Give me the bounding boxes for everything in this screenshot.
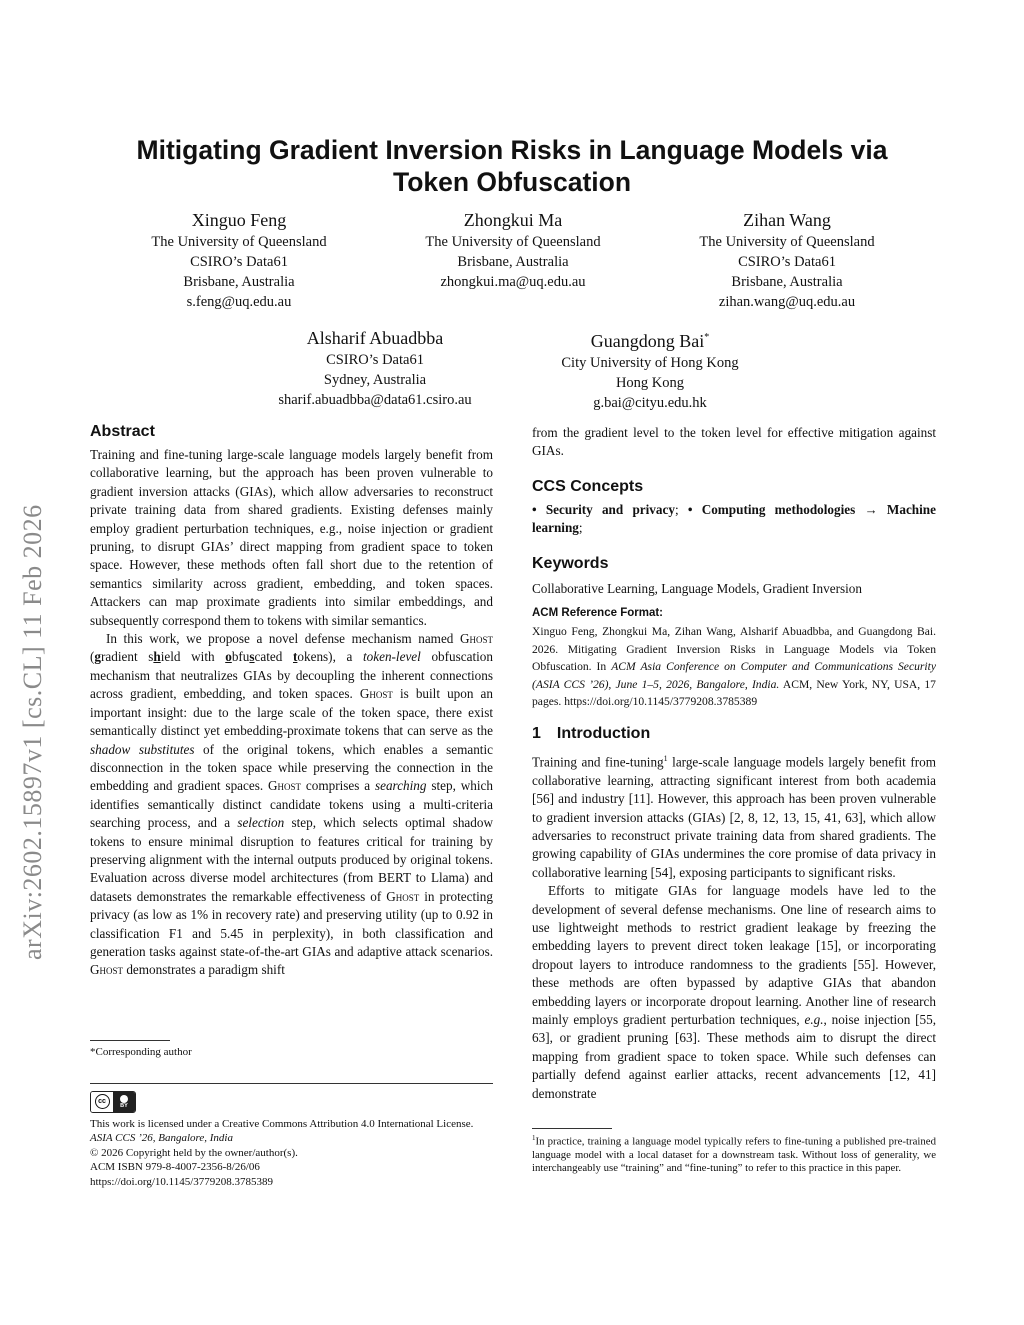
arxiv-stamp: arXiv:2602.15897v1 [cs.CL] 11 Feb 2026 [18,504,47,960]
author-location: Sydney, Australia [323,372,427,388]
author-block-1 [104,208,374,312]
author-name: Zhongkui Ma [463,210,563,230]
author-affiliation: City University of Hong Kong [561,355,739,371]
keywords-text: Collaborative Learning, Language Models, Gradient Inversion [532,581,862,596]
doi-link[interactable]: https://doi.org/10.1145/3779208.3785389 [90,1175,274,1188]
footnote-mark[interactable]: 1 [663,754,668,763]
author-location: Hong Kong [615,375,685,391]
author-email[interactable]: zihan.wang@uq.edu.au [718,294,856,310]
author-name: Xinguo Feng [191,210,287,230]
author-email[interactable]: sharif.abuadbba@data61.csiro.au [278,392,472,408]
footnote-rule-right [532,1128,612,1129]
title-line-1: Mitigating Gradient Inversion Risks in Language Models via [136,135,888,165]
abstract-body [90,446,493,980]
ccs-item-1: • Security and privacy [532,502,675,517]
ccs-item-2: • Computing methodologies → Machine learning [532,502,936,536]
person-icon [120,1095,128,1103]
author-affiliation: CSIRO’s Data61 [738,254,836,270]
author-block-4 [240,326,510,410]
author-name: Guangdong Bai* [590,331,710,351]
author-email[interactable]: s.feng@uq.edu.au [186,294,292,310]
author-block-5 [515,326,785,413]
author-location: Brisbane, Australia [731,274,843,290]
intro-heading: 1 Introduction [532,725,651,742]
abstract-heading: Abstract [90,423,155,440]
footnote-1: $^1$In practice, training a language model typically refers to fine-tuning a published pre-trained language model with a local dataset for a downstream task. Without loss of generality, we interchangeably use “training” and “fine-tuning” to refer to this practice in this paper. [532,1134,936,1175]
cc-by-logo[interactable] [90,1090,136,1113]
author-affiliation: The University of Queensland [151,234,327,250]
intro-paragraph-2: Efforts to mitigate GIAs for language models have led to the development of several defense mechanisms. One line of research aims to use lightweight methods to restrict gradient leakage by freezing the embedding layers to prevent direct token leakage [15], or incorporating dropout layers to introduce randomness to the gradients [55]. However, these methods are often bypassed by adaptive GIAs that abandon embedding layers or incorporate dropout learning. Another line of research mainly employs gradient perturbation techniques, e.g., noise injection [55, 63], or gradient pruning [63]. These methods aim to disrupt the direct mapping from gradient space to token space. While such defenses can partially defend against earlier attacks, recent advancements [12, 41] demonstrate [532,883,936,1101]
venue-text: ASIA CCS ’26, Bangalore, India [90,1132,233,1145]
keywords-heading: Keywords [532,555,609,572]
license-text: This work is licensed under a Creative Commons Attribution 4.0 International License. [90,1118,474,1130]
author-email[interactable]: zhongkui.ma@uq.edu.au [440,274,586,290]
cc-icon: cc [95,1094,110,1109]
license-rule [90,1083,493,1084]
abstract-paragraph-1: Training and fine-tuning large-scale language models largely benefit from collaborative learning, but the approach has been proven vulnerable to gradient inversion attacks (GIAs), which allow adversaries to reconstruct private training data from shared gradients. Existing defenses mainly employ gradient perturbation techniques, e.g., noise injection or gradient pruning, to disrupt GIAs’ direct mapping from gradient space to token space. However, these methods often fall short due to the retention of semantics similarity across gradient, embedding, and token spaces. Attackers can map proximate gradients into similar embeddings, and subsequently correspond them to tokens with similar semantics. [90,447,493,628]
author-name: Zihan Wang [743,210,831,230]
footnote-rule [90,1040,170,1041]
author-block-3 [652,208,922,312]
title-line-2: Token Obfuscation [392,167,632,197]
copyright-text: © 2026 Copyright held by the owner/author(s). [90,1146,298,1159]
author-affiliation: CSIRO’s Data61 [190,254,288,270]
abstract-paragraph-2: In this work, we propose a novel defense mechanism named Ghost (gradient shield with obfuscated tokens), a token-level obfuscation mechanism that neutralizes GIAs by decoupling the inherent connections across gradient, embedding, and token spaces. Ghost is built upon an important insight: due to the large scale of the token space, there exist semantically distinct yet embedding-proximate tokens that can serve as the shadow substitutes of the original tokens, which enables a semantic disconnection in the token space while preserving the connection in the embedding and gradient spaces. Ghost comprises a searching step, which identifies semantically distinct candidate tokens using a multi-criteria searching process, and a selection step, which selects optimal shadow tokens to ensure minimal disruption to features critical for training by preserving alignment with the internal outputs produced by original tokens. Evaluation across diverse model architectures (from BERT to Llama) and datasets demonstrates the remarkable effectiveness of Ghost in protecting privacy (as low as 1% in recovery rate) and preserving utility (up to 0.92 in classification F1 and 5.45 in perplexity), in both classification and generation tasks against state-of-the-art GIAs and adaptive attack scenarios. Ghost demonstrates a paradigm shift [90,631,493,978]
author-block-2 [378,208,648,292]
author-name: Alsharif Abuadbba [306,328,444,348]
license-block [90,1117,510,1189]
corresponding-mark: * [704,332,710,343]
acm-ref-text: Xinguo Feng, Zhongkui Ma, Zihan Wang, Alsharif Abuadbba, and Guangdong Bai. 2026. Mitigating Gradient Inversion Risks in Language Models via Token Obfuscation. In ACM Asia Conference on Computer and Communications Security (ASIA CCS ’26), June 1–5, 2026, Bangalore, India. ACM, New York, NY, USA, 17 pages. https://doi.org/10.1145/3779208.3785389 [532,625,936,709]
ccs-concepts: • Security and privacy; • Computing methodologies → Machine learning; [532,502,936,536]
abstract-continuation [532,424,936,461]
intro-paragraph-1: Training and fine-tuning$^1$ large-scale language models largely benefit from collaborative learning, attracting significant interest from both academia [56] and industry [11]. However, this approach has been proven vulnerable to gradient inversion attacks (GIAs) [2, 8, 12, 13, 15, 41, 63], which allow adversaries to reconstruct private training data from shared gradients. The growing capability of GIAs undermines the core promise of data privacy in collaborative learning [54], exposing participants to significant risks. [532,754,936,880]
acm-ref-heading: ACM Reference Format: [532,607,663,619]
paper-title [60,134,964,198]
author-location: Brisbane, Australia [183,274,295,290]
author-affiliation: The University of Queensland [699,234,875,250]
intro-body [532,750,936,1103]
acm-ref-venue: ACM Asia Conference on Computer and Communications Security (ASIA CCS ’26), June 1–5, 2026, Bangalore, India. [532,660,936,691]
corresponding-footnote: *Corresponding author [90,1046,192,1058]
ccs-heading: CCS Concepts [532,478,644,495]
author-affiliation: The University of Queensland [425,234,601,250]
by-label: BY [120,1102,128,1109]
author-location: Brisbane, Australia [457,254,569,270]
author-email[interactable]: g.bai@cityu.edu.hk [593,395,707,411]
abstract-continuation-text: from the gradient level to the token level for effective mitigation against GIAs. [532,425,936,459]
isbn-text: ACM ISBN 979-8-4007-2356-8/26/06 [90,1161,260,1174]
author-affiliation: CSIRO’s Data61 [326,352,424,368]
